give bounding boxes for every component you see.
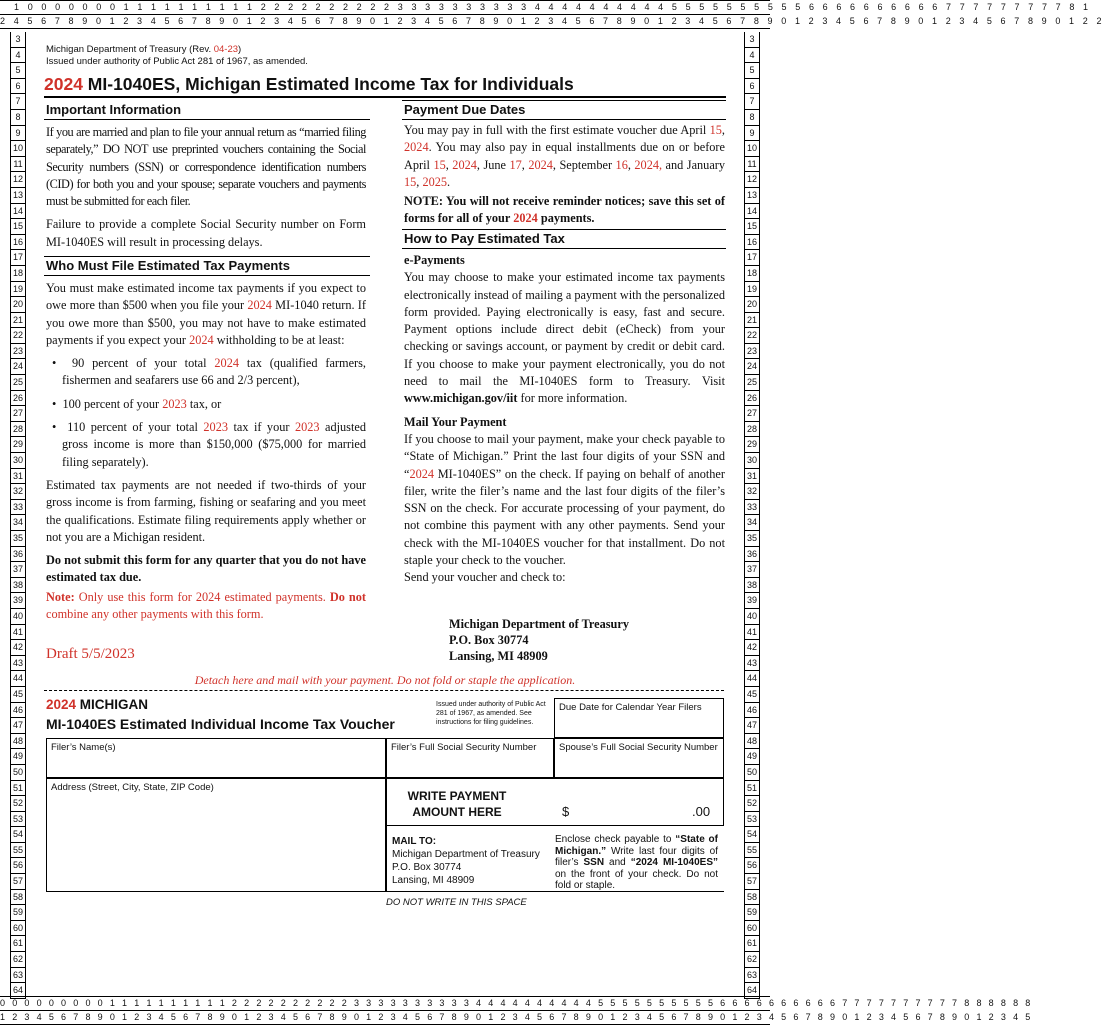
ruler-side-number: 51 <box>11 781 25 797</box>
bullet-110-percent: • 110 percent of your total 2023 tax if your 2023 adjusted gross income is more than $150,000 ($75,000 for married filing separately). <box>52 420 366 469</box>
ruler-side-number: 38 <box>745 578 759 594</box>
dollar-sign: $ <box>562 804 570 819</box>
ruler-side-number: 39 <box>745 593 759 609</box>
ruler-side-number: 62 <box>11 952 25 968</box>
ruler-side-number: 39 <box>11 593 25 609</box>
divider <box>402 100 726 101</box>
ruler-side-number: 43 <box>745 656 759 672</box>
ruler-side-number: 20 <box>11 297 25 313</box>
ruler-side-number: 3 <box>11 32 25 48</box>
voucher-title: MI-1040ES Estimated Individual Income Tax Voucher <box>46 716 395 732</box>
ruler-side-number: 34 <box>745 515 759 531</box>
ruler-side-number: 27 <box>745 406 759 422</box>
ruler-side-number: 10 <box>745 141 759 157</box>
ruler-side-number: 29 <box>745 437 759 453</box>
ruler-side-number: 49 <box>11 749 25 765</box>
who-p3: Do not submit this form for any quarter that you do not have estimated tax due. <box>46 553 366 585</box>
ruler-side-number: 60 <box>11 921 25 937</box>
ruler-side-number: 17 <box>11 250 25 266</box>
bullet-100-percent: • 100 percent of your 2023 tax, or <box>52 396 222 411</box>
who-p1: You must make estimated income tax payments if you expect to owe more than $500 when you file your 2024 MI-1040 return. If you owe more than $500, you may not have to make estimated payments if you expect your 2024 withholding to be at least: <box>46 281 366 347</box>
ruler-side-number: 22 <box>11 328 25 344</box>
ruler-side-number: 43 <box>11 656 25 672</box>
ruler-side-number: 50 <box>11 765 25 781</box>
ruler-side-number: 40 <box>745 609 759 625</box>
ruler-side-number: 41 <box>11 625 25 641</box>
ruler-side-number: 60 <box>745 921 759 937</box>
ruler-side-number: 31 <box>745 469 759 485</box>
ruler-top <box>0 0 1105 29</box>
ruler-side-number: 4 <box>745 48 759 64</box>
ruler-side-number: 16 <box>745 235 759 251</box>
ruler-side-number: 6 <box>745 79 759 95</box>
ruler-bottom-row-2: 1 2 3 4 5 6 7 8 9 0 1 2 3 4 5 6 7 8 9 0 1 2 3 4 5 6 7 8 9 0 1 2 3 4 5 6 7 8 9 0 1 2 3 4 5 6 7 8 9 0 1 2 3 4 5 6 7 8 9 0 1 2 3 4 5 6 7 8 9 0 1 2 3 4 5 6 7 8 9 0 1 2 3 4 5 <box>0 1010 770 1025</box>
ruler-side-number: 21 <box>745 313 759 329</box>
epay-body: You may choose to make your estimated income tax payments electronically instead of mailing a payment with the personalized form provided. Paying electronically is easy, fast and secure. Payment options include direct debit (eCheck) from your checking or savings account, or payment by credit or debit card. If you choose to make your payment electronically, you do not need to mail the MI-1040ES form to Treasury. Visit www.michigan.gov/iit for more information. <box>404 270 725 406</box>
who-must-file-body <box>46 280 366 629</box>
spouse-ssn-label: Spouse’s Full Social Security Number <box>559 742 718 753</box>
ruler-side-number: 49 <box>745 749 759 765</box>
ruler-side-number: 25 <box>11 375 25 391</box>
due-p1: You may pay in full with the first estimate voucher due April 15, 2024. You may also pay in equal installments due on or before April 15, 2024, June 17, 2024, September 16, 2024, and January 15, 2025. <box>404 123 726 189</box>
voucher-mail-to: MAIL TO: Michigan Department of Treasury P.O. Box 30774 Lansing, MI 48909 <box>392 836 540 886</box>
ruler-side-number: 56 <box>11 858 25 874</box>
ruler-bottom-row-1: 0 0 0 0 0 0 0 0 0 1 1 1 1 1 1 1 1 1 1 2 2 2 2 2 2 2 2 2 2 3 3 3 3 3 3 3 3 3 3 4 4 4 4 4 4 4 4 4 4 5 5 5 5 5 5 5 5 5 5 6 6 6 6 6 6 6 6 6 6 7 7 7 7 7 7 7 7 7 7 8 8 8 8 8 8 <box>0 998 1033 1008</box>
important-info-body <box>46 124 366 257</box>
ruler-side-number: 52 <box>11 796 25 812</box>
ruler-side-number: 46 <box>745 703 759 719</box>
ruler-side-number: 11 <box>11 157 25 173</box>
ruler-bottom <box>0 996 1033 1025</box>
ruler-side-number: 63 <box>745 968 759 984</box>
ruler-side-number: 37 <box>11 562 25 578</box>
ruler-side-number: 32 <box>11 484 25 500</box>
ruler-side-number: 48 <box>11 734 25 750</box>
ruler-side-number: 53 <box>11 812 25 828</box>
address-label: Address (Street, City, State, ZIP Code) <box>51 782 214 793</box>
ruler-side-number: 55 <box>745 843 759 859</box>
ruler-side-number: 58 <box>745 890 759 906</box>
write-payment-label: WRITE PAYMENT AMOUNT HERE <box>407 789 507 819</box>
ruler-side-number: 59 <box>11 905 25 921</box>
filer-name-label: Filer’s Name(s) <box>51 742 116 753</box>
ruler-side-number: 11 <box>745 157 759 173</box>
ruler-right <box>744 32 760 999</box>
ruler-side-number: 34 <box>11 515 25 531</box>
ruler-side-number: 5 <box>11 63 25 79</box>
ruler-side-number: 46 <box>11 703 25 719</box>
ruler-side-number: 48 <box>745 734 759 750</box>
ruler-side-number: 15 <box>745 219 759 235</box>
divider <box>386 826 387 892</box>
ruler-side-number: 28 <box>745 422 759 438</box>
address-line-2: P.O. Box 30774 <box>449 633 529 647</box>
ruler-side-number: 9 <box>11 126 25 142</box>
ruler-side-number: 53 <box>745 812 759 828</box>
voucher-year-title: 2024 MICHIGAN <box>46 697 149 712</box>
due-note: NOTE: You will not receive reminder notices; save this set of forms for all of your 2024 payments. <box>404 194 725 226</box>
authority-text: Issued under authority of Public Act 281 of 1967, as amended. <box>46 56 308 67</box>
ruler-side-number: 37 <box>745 562 759 578</box>
divider <box>402 229 726 230</box>
ruler-side-number: 18 <box>11 266 25 282</box>
payment-due-body <box>404 122 725 234</box>
due-date-label: Due Date for Calendar Year Filers <box>559 702 702 713</box>
ruler-side-number: 23 <box>745 344 759 360</box>
ruler-side-number: 50 <box>745 765 759 781</box>
filer-name-field[interactable] <box>46 738 386 778</box>
ruler-side-number: 21 <box>11 313 25 329</box>
ruler-side-number: 12 <box>745 172 759 188</box>
ruler-side-number: 26 <box>745 391 759 407</box>
ruler-side-number: 19 <box>11 282 25 298</box>
ruler-side-number: 45 <box>11 687 25 703</box>
ruler-side-number: 25 <box>745 375 759 391</box>
ruler-side-number: 13 <box>11 188 25 204</box>
address-line-3: Lansing, MI 48909 <box>449 649 548 663</box>
ruler-side-number: 47 <box>745 718 759 734</box>
ruler-side-number: 41 <box>745 625 759 641</box>
bullet-90-percent: • 90 percent of your total 2024 tax (qualified farmers, fishermen and seafarers use 66 and 2/3 percent), <box>52 356 366 388</box>
ruler-side-number: 4 <box>11 48 25 64</box>
ruler-side-number: 35 <box>745 531 759 547</box>
important-p2: Failure to provide a complete Social Security number on Form MI-1040ES will result in processing delays. <box>46 217 366 249</box>
divider <box>44 256 370 257</box>
spouse-ssn-field[interactable] <box>554 738 724 778</box>
ruler-side-number: 36 <box>11 547 25 563</box>
divider <box>402 248 726 249</box>
ruler-side-number: 6 <box>11 79 25 95</box>
due-date-field[interactable] <box>554 698 724 738</box>
ruler-left <box>10 32 26 999</box>
ruler-side-number: 20 <box>745 297 759 313</box>
address-line-1: Michigan Department of Treasury <box>449 617 629 631</box>
ruler-side-number: 59 <box>745 905 759 921</box>
ruler-side-number: 18 <box>745 266 759 282</box>
note: Note: Only use this form for 2024 estimated payments. Do not combine any other payments with this form. <box>46 589 366 622</box>
ruler-side-number: 32 <box>745 484 759 500</box>
ruler-side-number: 10 <box>11 141 25 157</box>
how-to-pay-heading: How to Pay Estimated Tax <box>404 231 565 246</box>
important-info-heading: Important Information <box>46 102 182 117</box>
ruler-side-number: 45 <box>745 687 759 703</box>
ruler-side-number: 3 <box>745 32 759 48</box>
ruler-side-number: 13 <box>745 188 759 204</box>
ruler-side-number: 26 <box>11 391 25 407</box>
ruler-side-number: 5 <box>745 63 759 79</box>
ruler-side-number: 15 <box>11 219 25 235</box>
divider <box>44 275 370 276</box>
ruler-side-number: 8 <box>11 110 25 126</box>
ruler-side-number: 7 <box>745 94 759 110</box>
draft-stamp: Draft 5/5/2023 <box>46 646 135 662</box>
important-p1: If you are married and plan to file your annual return as “married filing separately,” DO NOT use preprinted vouchers containing the Social Security numbers (SSN) or correspondence identification numbers (CID) for both you and your spouse; separate vouchers and payments must be submitted for each filer. <box>46 125 366 209</box>
epay-heading: e-Payments <box>404 253 465 267</box>
ruler-side-number: 64 <box>745 983 759 999</box>
who-p2: Estimated tax payments are not needed if two-thirds of your gross income is from farming, fishing or seafaring and you meet the qualifications. Estimate filing requirements apply whether or not you are a Michigan resident. <box>46 477 366 544</box>
ruler-side-number: 28 <box>11 422 25 438</box>
ruler-side-number: 30 <box>745 453 759 469</box>
ruler-side-number: 62 <box>745 952 759 968</box>
mail-heading: Mail Your Payment <box>404 414 507 429</box>
ruler-side-number: 24 <box>11 359 25 375</box>
address-field[interactable] <box>46 778 386 892</box>
ruler-top-row-2: 2 4 5 6 7 8 9 0 1 2 3 4 5 6 7 8 9 0 1 2 3 4 5 6 7 8 9 0 1 2 3 4 5 6 7 8 9 0 1 2 3 4 5 6 7 8 9 0 1 2 3 4 5 6 7 8 9 0 1 2 3 4 5 6 7 8 9 0 1 2 3 4 5 6 7 8 9 0 1 2 2 <box>0 14 770 29</box>
ruler-side-number: 42 <box>745 640 759 656</box>
ruler-side-number: 38 <box>11 578 25 594</box>
ruler-side-number: 57 <box>745 874 759 890</box>
ruler-side-number: 29 <box>11 437 25 453</box>
ruler-side-number: 12 <box>11 172 25 188</box>
ruler-side-number: 16 <box>11 235 25 251</box>
ruler-side-number: 27 <box>11 406 25 422</box>
enclose-instructions: Enclose check payable to “State of Michigan.” Write last four digits of filer’s SSN and “2024 MI-1040ES” on the front of your check. Do not fold or staple. <box>555 834 718 891</box>
ruler-side-number: 56 <box>745 858 759 874</box>
ruler-side-number: 63 <box>11 968 25 984</box>
ruler-side-number: 61 <box>11 936 25 952</box>
filer-ssn-field[interactable] <box>386 738 554 778</box>
ruler-side-number: 44 <box>11 671 25 687</box>
mail-send-to: Send your voucher and check to: <box>404 570 566 585</box>
mailing-address <box>449 616 709 664</box>
how-to-pay-body <box>404 252 725 587</box>
ruler-side-number: 14 <box>11 204 25 220</box>
michigan-gov-link[interactable]: www.michigan.gov/iit <box>404 391 518 406</box>
who-must-file-heading: Who Must File Estimated Tax Payments <box>46 258 290 273</box>
do-not-write-notice: DO NOT WRITE IN THIS SPACE <box>386 897 527 908</box>
form-header-info <box>46 44 308 68</box>
filer-ssn-label: Filer’s Full Social Security Number <box>391 742 537 753</box>
ruler-side-number: 54 <box>11 827 25 843</box>
ruler-side-number: 22 <box>745 328 759 344</box>
ruler-side-number: 36 <box>745 547 759 563</box>
ruler-side-number: 54 <box>745 827 759 843</box>
detach-line <box>44 690 724 691</box>
ruler-side-number: 31 <box>11 469 25 485</box>
mail-body: If you choose to mail your payment, make your check payable to “State of Michigan.” Print the last four digits of your SSN and “2024 MI-1040ES” on the check. If paying on behalf of another filer, write the filer’s name and the last four digits of the filer’s SSN on the check. For accurate processing of your payment, do not combine this payment with any other payments. Send your check with the MI-1040ES voucher for that installment. Do not staple your check to the voucher. <box>404 431 725 568</box>
title-rule <box>44 96 726 98</box>
ruler-side-number: 58 <box>11 890 25 906</box>
ruler-side-number: 19 <box>745 282 759 298</box>
cents-label: .00 <box>692 804 711 819</box>
ruler-side-number: 33 <box>11 500 25 516</box>
ruler-side-number: 33 <box>745 500 759 516</box>
ruler-side-number: 17 <box>745 250 759 266</box>
ruler-side-number: 23 <box>11 344 25 360</box>
ruler-side-number: 44 <box>745 671 759 687</box>
ruler-side-number: 35 <box>11 531 25 547</box>
ruler-side-number: 14 <box>745 204 759 220</box>
ruler-side-number: 7 <box>11 94 25 110</box>
ruler-side-number: 8 <box>745 110 759 126</box>
ruler-side-number: 40 <box>11 609 25 625</box>
ruler-side-number: 52 <box>745 796 759 812</box>
divider <box>44 119 370 120</box>
ruler-side-number: 51 <box>745 781 759 797</box>
ruler-side-number: 30 <box>11 453 25 469</box>
ruler-top-row-1: 1 0 0 0 0 0 0 0 1 1 1 1 1 1 1 1 1 1 2 2 2 2 2 2 2 2 2 2 3 3 3 3 3 3 3 3 3 3 4 4 4 4 4 4 4 4 4 4 5 5 5 5 5 5 5 5 5 5 6 6 6 6 6 6 6 6 6 6 7 7 7 7 7 7 7 7 7 8 1 <box>0 0 770 14</box>
ruler-side-number: 42 <box>11 640 25 656</box>
ruler-side-number: 61 <box>745 936 759 952</box>
ruler-side-number: 55 <box>11 843 25 859</box>
page-title: 2024 MI-1040ES, Michigan Estimated Income Tax for Individuals <box>44 74 574 94</box>
detach-instruction: Detach here and mail with your payment. Do not fold or staple the application. <box>194 673 576 687</box>
voucher-authority: Issued under authority of Public Act 281 of 1967, as amended. See instructions for filing guidelines. <box>436 701 546 726</box>
agency-revision: Michigan Department of Treasury (Rev. 04-23) <box>46 44 242 55</box>
divider <box>402 119 726 120</box>
payment-due-heading: Payment Due Dates <box>404 102 526 117</box>
ruler-side-number: 47 <box>11 718 25 734</box>
ruler-side-number: 64 <box>11 983 25 999</box>
ruler-side-number: 57 <box>11 874 25 890</box>
ruler-side-number: 9 <box>745 126 759 142</box>
ruler-side-number: 24 <box>745 359 759 375</box>
